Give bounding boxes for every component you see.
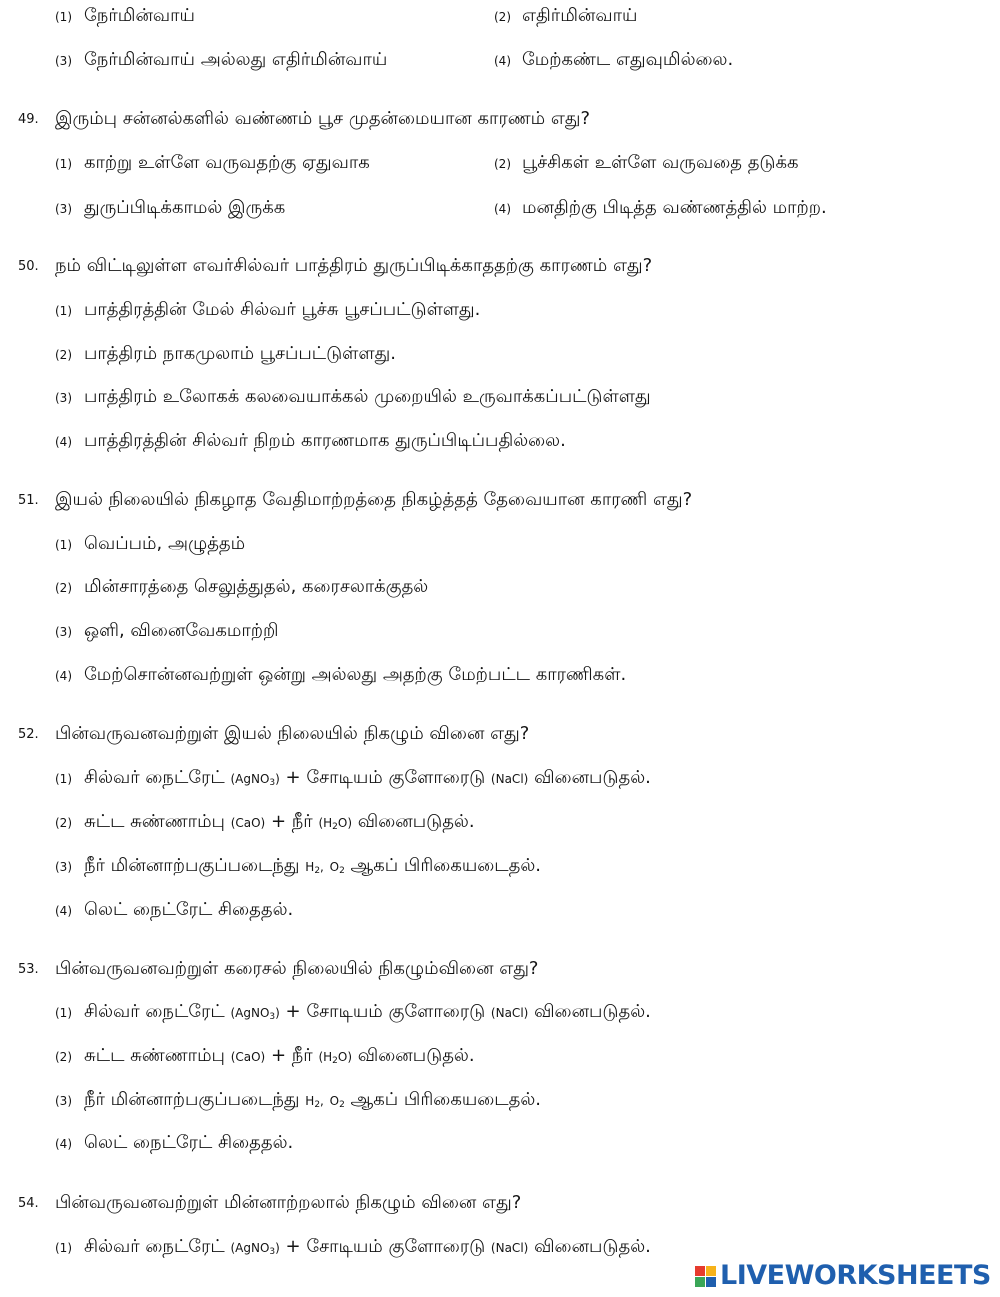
formula-part: O [329, 860, 340, 874]
formula-subscript: 2 [339, 1100, 345, 1110]
text-fragment: வினைபடுதல். [534, 1236, 651, 1257]
text-fragment: சில்வர் நைட்ரேட் [84, 1236, 225, 1257]
option-text: மேற்சொன்னவற்றுள் ஒன்று அல்லது அதற்கு மேற்பட்ட காரணிகள். [84, 664, 627, 685]
option-number: (1) [55, 157, 72, 171]
chemical-formula [318, 1050, 352, 1064]
chemical-formula: (CaO) [230, 816, 266, 830]
option-text: மேற்கண்ட எதுவுமில்லை. [522, 49, 734, 70]
chemical-formula [305, 860, 324, 874]
option-number: (4) [494, 54, 511, 68]
question-text: பின்வருவனவற்றுள் மின்னாற்றலால் நிகழும் வினை எது? [55, 1192, 522, 1213]
question-text: நம் விட்டிலுள்ள எவர்சில்வர் பாத்திரம் துருப்பிடிக்காததற்கு காரணம் எது? [55, 255, 653, 276]
text-fragment: + சோடியம் குளோரைடு [285, 767, 486, 788]
text-fragment: வினைபடுதல். [357, 1045, 475, 1066]
question-text: இயல் நிலையில் நிகழாத வேதிமாற்றத்தை நிகழ்த்தத் தேவையான காரணி எது? [55, 489, 693, 510]
option-number: (2) [55, 816, 72, 830]
formula-part: H [305, 1094, 315, 1108]
formula-part: (H [318, 816, 333, 830]
option-text: நேர்மின்வாய் அல்லது எதிர்மின்வாய் [84, 49, 388, 70]
option-text [84, 1235, 651, 1260]
chemical-formula [230, 1241, 279, 1255]
option-number: (4) [55, 1137, 72, 1151]
liveworksheets-logo[interactable] [695, 1262, 991, 1290]
text-fragment: நீர் மின்னாற்பகுப்படைந்து [84, 855, 300, 876]
text-fragment: சுட்ட சுண்ணாம்பு [84, 1045, 225, 1066]
option-text [84, 854, 541, 879]
formula-part: O [329, 1094, 340, 1108]
question-number: 53. [18, 962, 39, 977]
formula-subscript: 3 [269, 778, 276, 788]
formula-subscript: 2 [339, 866, 345, 876]
formula-part: , [320, 1094, 324, 1108]
formula-part: O) [337, 816, 353, 830]
formula-subscript: 2 [332, 822, 338, 832]
option-text: மனதிற்கு பிடித்த வண்ணத்தில் மாற்ற. [522, 197, 827, 218]
option-text [84, 766, 651, 791]
text-fragment: + சோடியம் குளோரைடு [285, 1001, 486, 1022]
option-text: துருப்பிடிக்காமல் இருக்க [84, 197, 286, 218]
text-fragment: + சோடியம் குளோரைடு [285, 1236, 486, 1257]
text-fragment: வினைபடுதல். [534, 767, 651, 788]
option-text [84, 1000, 651, 1025]
option-text: பாத்திரத்தின் மேல் சில்வர் பூச்சு பூசப்பட்டுள்ளது. [84, 299, 481, 320]
option-number: (3) [55, 54, 72, 68]
option-number: (1) [55, 772, 72, 786]
chemical-formula: (NaCl) [490, 1006, 529, 1020]
chemical-formula: (NaCl) [490, 1241, 529, 1255]
logo-square [706, 1277, 716, 1287]
option-number: (3) [55, 625, 72, 639]
question-number: 49. [18, 112, 39, 127]
option-number: (1) [55, 304, 72, 318]
chemical-formula [318, 816, 352, 830]
question-number: 50. [18, 259, 39, 274]
option-number: (4) [55, 904, 72, 918]
text-fragment: + நீர் [270, 1045, 313, 1066]
formula-subscript: 2 [332, 1056, 338, 1066]
text-fragment: சுட்ட சுண்ணாம்பு [84, 811, 225, 832]
formula-part: H [305, 860, 315, 874]
chemical-formula [230, 1006, 279, 1020]
formula-part: ) [275, 1006, 280, 1020]
option-number: (3) [55, 1094, 72, 1108]
option-text: மின்சாரத்தை செலுத்துதல், கரைசலாக்குதல் [84, 576, 429, 597]
text-fragment: சில்வர் நைட்ரேட் [84, 1001, 225, 1022]
text-fragment: சில்வர் நைட்ரேட் [84, 767, 225, 788]
option-number: (4) [55, 435, 72, 449]
logo-badge-icon [695, 1266, 716, 1287]
chemical-formula [330, 1094, 345, 1108]
formula-subscript: 2 [314, 1100, 321, 1110]
option-text: எதிர்மின்வாய் [522, 5, 638, 26]
option-number: (1) [55, 1241, 72, 1255]
logo-wordmark: LIVEWORKSHEETS [720, 1260, 991, 1291]
option-number: (2) [55, 348, 72, 362]
formula-subscript: 2 [314, 866, 321, 876]
question-number: 52. [18, 727, 39, 742]
option-text: பாத்திரத்தின் சில்வர் நிறம் காரணமாக துருப்பிடிப்பதில்லை. [84, 430, 566, 451]
text-fragment: ஆகப் பிரிகையடைதல். [350, 855, 542, 876]
text-fragment: வினைபடுதல். [357, 811, 475, 832]
question-text: பின்வருவனவற்றுள் இயல் நிலையில் நிகழும் வினை எது? [55, 723, 530, 744]
text-fragment: ஆகப் பிரிகையடைதல். [350, 1089, 542, 1110]
option-number: (2) [55, 581, 72, 595]
option-text [84, 1044, 475, 1069]
formula-part: ) [275, 772, 280, 786]
option-number: (4) [55, 669, 72, 683]
logo-square [695, 1266, 705, 1276]
option-text: பாத்திரம் நாகமுலாம் பூசப்பட்டுள்ளது. [84, 343, 396, 364]
chemical-formula: (NaCl) [490, 772, 529, 786]
formula-part: (AgNO [230, 1006, 270, 1020]
option-number: (2) [494, 157, 511, 171]
question-text: பின்வருவனவற்றுள் கரைசல் நிலையில் நிகழும்வினை எது? [55, 958, 539, 979]
text-fragment: நீர் மின்னாற்பகுப்படைந்து [84, 1089, 300, 1110]
formula-subscript: 3 [269, 1247, 276, 1257]
option-text: பூச்சிகள் உள்ளே வருவதை தடுக்க [522, 152, 799, 173]
option-number: (1) [55, 1006, 72, 1020]
formula-subscript: 3 [269, 1012, 276, 1022]
option-text [84, 810, 475, 835]
option-number: (3) [55, 860, 72, 874]
question-number: 51. [18, 493, 39, 508]
text-fragment: வினைபடுதல். [534, 1001, 651, 1022]
option-text: லெட் நைட்ரேட் சிதைதல். [84, 899, 294, 920]
chemical-formula: (CaO) [230, 1050, 266, 1064]
logo-square [706, 1266, 716, 1276]
option-text [84, 1088, 541, 1113]
chemical-formula [330, 860, 345, 874]
option-text: வெப்பம், அழுத்தம் [84, 533, 246, 554]
chemical-formula [230, 772, 279, 786]
option-number: (2) [494, 10, 511, 24]
option-text: பாத்திரம் உலோகக் கலவையாக்கல் முறையில் உருவாக்கப்பட்டுள்ளது [84, 386, 651, 407]
formula-part: ) [275, 1241, 280, 1255]
formula-part: O) [337, 1050, 353, 1064]
text-fragment: + நீர் [270, 811, 313, 832]
logo-square [695, 1277, 705, 1287]
option-number: (3) [55, 391, 72, 405]
option-number: (4) [494, 202, 511, 216]
question-text: இரும்பு சன்னல்களில் வண்ணம் பூச முதன்மையான காரணம் எது? [55, 108, 591, 129]
option-text: லெட் நைட்ரேட் சிதைதல். [84, 1132, 294, 1153]
question-number: 54. [18, 1196, 39, 1211]
option-text: காற்று உள்ளே வருவதற்கு ஏதுவாக [84, 152, 370, 173]
option-text: நேர்மின்வாய் [84, 5, 195, 26]
option-number: (1) [55, 538, 72, 552]
formula-part: , [320, 860, 324, 874]
formula-part: (H [318, 1050, 333, 1064]
formula-part: (AgNO [230, 1241, 270, 1255]
option-number: (1) [55, 10, 72, 24]
chemical-formula [305, 1094, 324, 1108]
option-number: (2) [55, 1050, 72, 1064]
option-text: ஒளி, வினைவேகமாற்றி [84, 620, 279, 641]
option-number: (3) [55, 202, 72, 216]
formula-part: (AgNO [230, 772, 270, 786]
